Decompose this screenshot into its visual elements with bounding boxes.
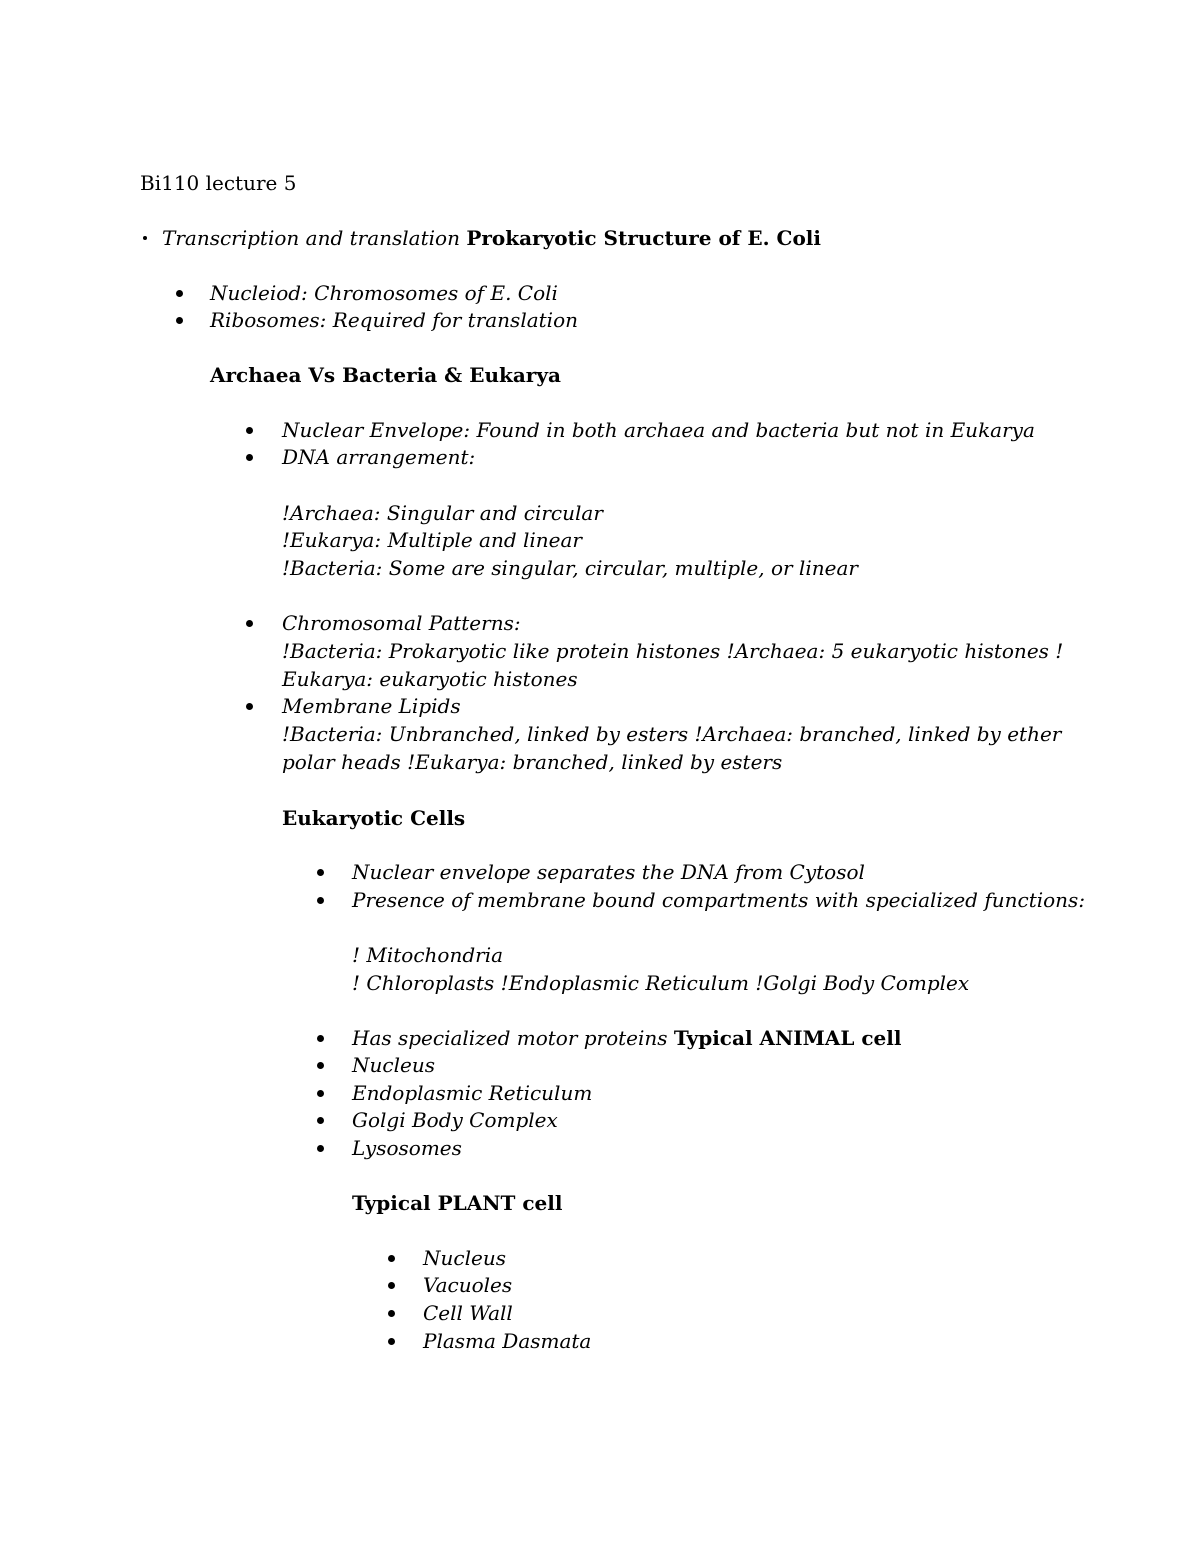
list-item: Chromosomal Patterns: <box>282 611 521 635</box>
bullet-icon <box>246 427 253 434</box>
list-item: Ribosomes: Required for translation <box>210 308 578 332</box>
bullet-icon <box>176 317 183 324</box>
bullet-icon <box>388 1282 395 1289</box>
list-item: Lysosomes <box>352 1136 462 1160</box>
bullet-icon <box>317 1117 324 1124</box>
section-heading-eukaryotic: Eukaryotic Cells <box>282 806 466 830</box>
list-item: Nucleus <box>352 1053 435 1077</box>
bullet-icon <box>246 620 253 627</box>
list-item: Membrane Lipids <box>282 694 461 718</box>
list-item: DNA arrangement: <box>282 445 476 469</box>
list-item: Endoplasmic Reticulum <box>352 1081 593 1105</box>
bullet-icon <box>317 1145 324 1152</box>
document-title: Bi110 lecture 5 <box>140 171 297 195</box>
bullet-icon <box>317 1062 324 1069</box>
bullet-icon <box>388 1338 395 1345</box>
bullet-icon <box>317 869 324 876</box>
bullet-icon <box>246 703 253 710</box>
list-item: Nucleiod: Chromosomes of E. Coli <box>210 281 558 305</box>
motor-line <box>352 1024 901 1052</box>
bullet-icon <box>317 897 324 904</box>
list-item: Nucleus <box>423 1246 506 1270</box>
section-heading-archaea: Archaea Vs Bacteria & Eukarya <box>210 363 561 387</box>
dna-line: !Eukarya: Multiple and linear <box>282 528 582 552</box>
bullet-icon <box>176 290 183 297</box>
dna-line: !Bacteria: Some are singular, circular, multiple, or linear <box>282 556 858 580</box>
list-item: Nuclear envelope separates the DNA from Cytosol <box>352 860 865 884</box>
organelle-line: ! Chloroplasts !Endoplasmic Reticulum !Golgi Body Complex <box>352 971 970 995</box>
bullet-icon <box>388 1255 395 1262</box>
list-item: Nuclear Envelope: Found in both archaea and bacteria but not in Eukarya <box>282 418 1035 442</box>
organelle-line: ! Mitochondria <box>352 943 504 967</box>
intro-line <box>162 224 821 252</box>
list-item: Golgi Body Complex <box>352 1108 558 1132</box>
animal-cell-heading: Typical ANIMAL cell <box>673 1026 902 1050</box>
list-item: Vacuoles <box>423 1273 513 1297</box>
lipids-line: polar heads !Eukarya: branched, linked by esters <box>282 750 783 774</box>
bullet-icon <box>317 1035 324 1042</box>
section-heading-plant: Typical PLANT cell <box>352 1191 563 1215</box>
bullet-icon <box>388 1310 395 1317</box>
lipids-line: !Bacteria: Unbranched, linked by esters !Archaea: branched, linked by ether <box>282 722 1062 746</box>
list-item: Plasma Dasmata <box>423 1329 592 1353</box>
bullet-icon <box>246 454 253 461</box>
intro-bold-heading: Prokaryotic Structure of E. Coli <box>466 226 821 250</box>
dna-line: !Archaea: Singular and circular <box>282 501 603 525</box>
bullet-icon <box>143 236 147 240</box>
chromosomal-line: !Bacteria: Prokaryotic like protein histones !Archaea: 5 eukaryotic histones ! <box>282 639 1064 663</box>
motor-italic: Has specialized motor proteins <box>352 1026 668 1050</box>
chromosomal-line: Eukarya: eukaryotic histones <box>282 667 578 691</box>
list-item: Presence of membrane bound compartments with specialized functions: <box>352 888 1086 912</box>
intro-italic: Transcription and translation <box>162 226 460 250</box>
list-item: Cell Wall <box>423 1301 513 1325</box>
bullet-icon <box>317 1090 324 1097</box>
